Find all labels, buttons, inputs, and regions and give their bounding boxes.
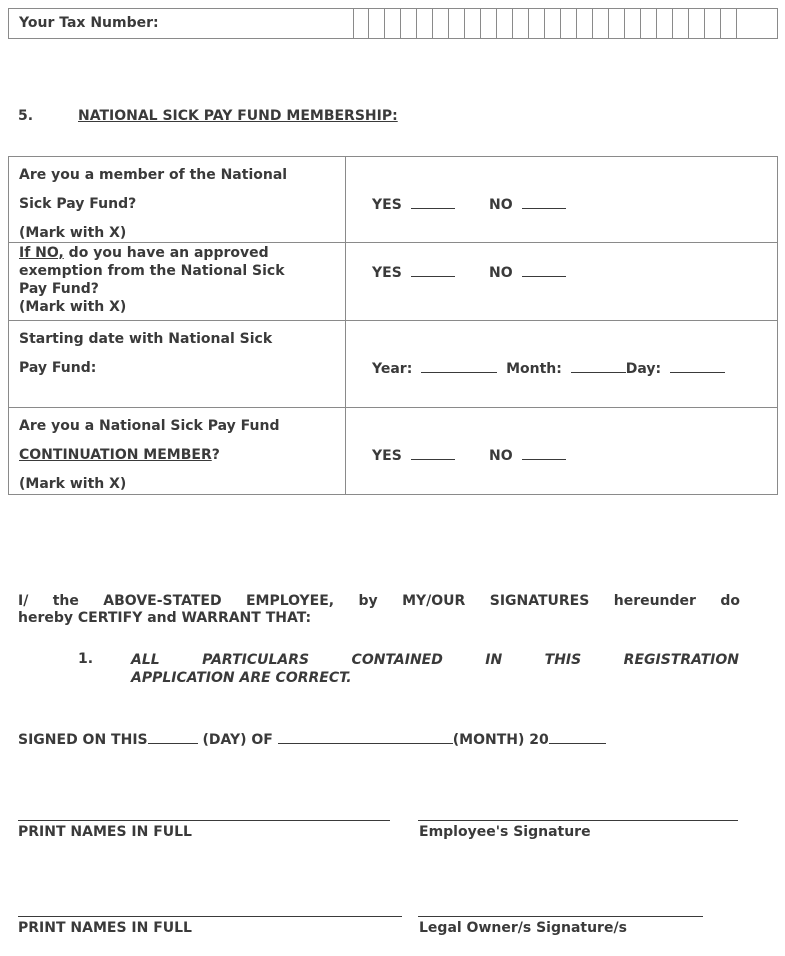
signed-month-label: (MONTH) 20 xyxy=(452,732,549,748)
exemption-no-blank[interactable] xyxy=(522,264,566,277)
signed-on-line xyxy=(18,731,606,748)
continuation-question-line2 xyxy=(19,447,220,463)
certification-item-line1: ALL PARTICULARS CONTAINED IN THIS REGISTRATION xyxy=(131,652,739,668)
tax-digit-box[interactable] xyxy=(466,8,481,39)
owner-signature-label: Legal Owner/s Signature/s xyxy=(419,920,627,936)
tax-digit-box[interactable] xyxy=(370,8,385,39)
exemption-yes-label: YES xyxy=(372,265,402,281)
row-divider xyxy=(9,242,777,243)
exemption-mark-hint: (Mark with X) xyxy=(19,299,127,315)
signed-day-label: (DAY) OF xyxy=(202,732,273,748)
continuation-no-blank[interactable] xyxy=(522,447,566,460)
tax-digit-box[interactable] xyxy=(354,8,369,39)
tax-digit-box[interactable] xyxy=(514,8,529,39)
certification-statement xyxy=(18,593,740,627)
continuation-yes-label: YES xyxy=(372,448,402,464)
year-blank[interactable] xyxy=(421,360,497,373)
certification-item-text xyxy=(131,651,739,687)
member-question-line1: Are you a member of the National xyxy=(19,167,288,183)
continuation-no-label: NO xyxy=(489,448,513,464)
row-divider xyxy=(9,320,777,321)
member-yes-blank[interactable] xyxy=(411,196,455,209)
tax-digit-box[interactable] xyxy=(722,8,737,39)
tax-digit-box[interactable] xyxy=(498,8,513,39)
continuation-member-text: CONTINUATION MEMBER xyxy=(19,447,212,463)
member-yes-field[interactable] xyxy=(372,196,455,213)
tax-digit-box[interactable] xyxy=(402,8,417,39)
tax-digit-box[interactable] xyxy=(562,8,577,39)
section-title: NATIONAL SICK PAY FUND MEMBERSHIP: xyxy=(78,108,398,124)
print-names-label-1: PRINT NAMES IN FULL xyxy=(18,824,192,840)
tax-digit-box[interactable] xyxy=(530,8,545,39)
member-no-label: NO xyxy=(489,197,513,213)
continuation-yes-blank[interactable] xyxy=(411,447,455,460)
exemption-yes-blank[interactable] xyxy=(411,264,455,277)
signed-day-blank[interactable] xyxy=(148,731,198,744)
tax-digit-box[interactable] xyxy=(658,8,673,39)
signed-prefix: SIGNED ON THIS xyxy=(18,732,148,748)
year-label: Year: xyxy=(372,361,413,377)
continuation-yes-field[interactable] xyxy=(372,447,455,464)
member-question-line2: Sick Pay Fund? xyxy=(19,196,137,212)
tax-digit-box[interactable] xyxy=(418,8,433,39)
certification-line2: hereby CERTIFY and WARRANT THAT: xyxy=(18,610,312,626)
owner-signature-line[interactable] xyxy=(418,916,703,917)
tax-digit-box[interactable] xyxy=(594,8,609,39)
tax-digit-box[interactable] xyxy=(386,8,401,39)
member-no-field[interactable] xyxy=(489,196,566,213)
month-blank[interactable] xyxy=(571,360,626,373)
tax-digit-box[interactable] xyxy=(674,8,689,39)
exemption-yes-field[interactable] xyxy=(372,264,455,281)
tax-number-label: Your Tax Number: xyxy=(19,15,159,31)
day-blank[interactable] xyxy=(670,360,725,373)
row-divider xyxy=(9,407,777,408)
exemption-question-rest: do you have an approved xyxy=(63,245,269,261)
member-yes-label: YES xyxy=(372,197,402,213)
continuation-question-line1: Are you a National Sick Pay Fund xyxy=(19,418,280,434)
continuation-question-mark: ? xyxy=(211,447,220,463)
print-names-line-2[interactable] xyxy=(18,916,402,917)
certification-line1: I/ the ABOVE-STATED EMPLOYEE, by MY/OUR SIGNATURES hereunder do xyxy=(18,593,740,609)
member-no-blank[interactable] xyxy=(522,196,566,209)
signed-year-blank[interactable] xyxy=(549,731,606,744)
tax-digit-box[interactable] xyxy=(706,8,721,39)
start-date-fields xyxy=(372,360,725,377)
tax-digit-box[interactable] xyxy=(450,8,465,39)
start-date-question-line2: Pay Fund: xyxy=(19,360,97,376)
exemption-question-line2: exemption from the National Sick xyxy=(19,263,285,279)
tax-digit-box[interactable] xyxy=(642,8,657,39)
continuation-no-field[interactable] xyxy=(489,447,566,464)
tax-digit-box[interactable] xyxy=(546,8,561,39)
exemption-no-label: NO xyxy=(489,265,513,281)
print-names-line-1[interactable] xyxy=(18,820,390,821)
tax-digit-box[interactable] xyxy=(610,8,625,39)
exemption-question-line1 xyxy=(19,245,269,262)
exemption-question-line3: Pay Fund? xyxy=(19,281,99,297)
member-mark-hint: (Mark with X) xyxy=(19,225,127,241)
exemption-no-field[interactable] xyxy=(489,264,566,281)
day-label: Day: xyxy=(625,361,662,377)
tax-digit-box[interactable] xyxy=(578,8,593,39)
continuation-mark-hint: (Mark with X) xyxy=(19,476,127,492)
start-date-question-line1: Starting date with National Sick xyxy=(19,331,273,347)
exemption-if-no: If NO, xyxy=(19,245,64,261)
tax-digit-box[interactable] xyxy=(434,8,449,39)
tax-digit-box[interactable] xyxy=(690,8,705,39)
tax-number-row xyxy=(8,8,778,39)
membership-table xyxy=(8,156,778,495)
month-label: Month: xyxy=(506,361,562,377)
section-number: 5. xyxy=(18,108,34,124)
tax-digit-box[interactable] xyxy=(482,8,497,39)
employee-signature-line[interactable] xyxy=(418,820,738,821)
certification-item-line2: APPLICATION ARE CORRECT. xyxy=(131,670,352,686)
employee-signature-label: Employee's Signature xyxy=(419,824,591,840)
certification-item-number: 1. xyxy=(78,651,94,667)
tax-number-boxes[interactable] xyxy=(353,8,738,39)
signed-month-blank[interactable] xyxy=(278,731,453,744)
print-names-label-2: PRINT NAMES IN FULL xyxy=(18,920,192,936)
column-divider xyxy=(345,157,346,494)
tax-digit-box[interactable] xyxy=(626,8,641,39)
